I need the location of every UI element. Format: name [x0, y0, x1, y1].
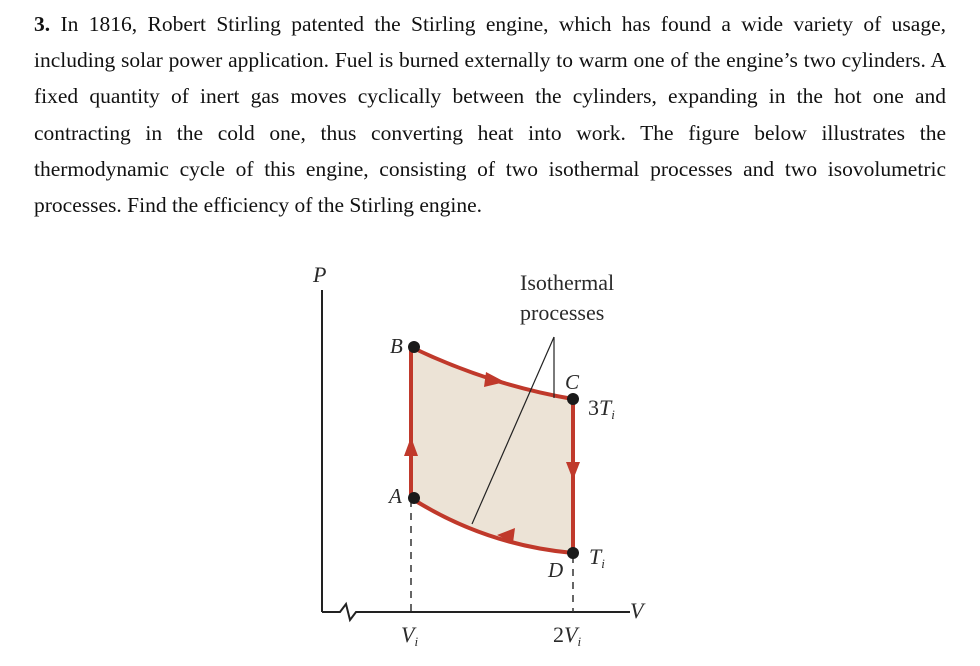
- label-b: B: [390, 334, 403, 358]
- label-c: C: [565, 370, 580, 394]
- vi-label: $V_i$: [401, 622, 419, 649]
- temp-hot-label: $3T_i$: [588, 395, 615, 422]
- 2vi-label: $2V_i$: [553, 622, 582, 649]
- v-axis-label: V: [630, 598, 644, 623]
- p-axis-label: P: [313, 262, 327, 287]
- annotation-line-1: Isothermal: [520, 270, 615, 295]
- v-axis: [322, 604, 630, 620]
- temp-cold-label: $T_i$: [589, 544, 605, 571]
- problem-number: 3.: [34, 12, 51, 36]
- problem-text: In 1816, Robert Stirling patented the Stirling engine, which has found a wide variety of usage, including solar power application. Fuel is burned externally to warm one of the engine’s two cylinders. A fixed quantity of inert gas moves cyclically between the cylinders, expanding in the hot one and contracting in the cold one, thus converting heat into work. The figure below illustrates the thermodynamic cycle of this engine, consisting of two isothermal processes and two isovolumetric processes. Find the efficiency of the Stirling engine.: [34, 12, 946, 218]
- label-a: A: [389, 484, 402, 508]
- point-b: [408, 341, 420, 353]
- label-d: D: [548, 558, 564, 582]
- annotation-line-2: processes: [520, 300, 605, 325]
- point-d: [567, 547, 579, 559]
- point-a: [408, 492, 420, 504]
